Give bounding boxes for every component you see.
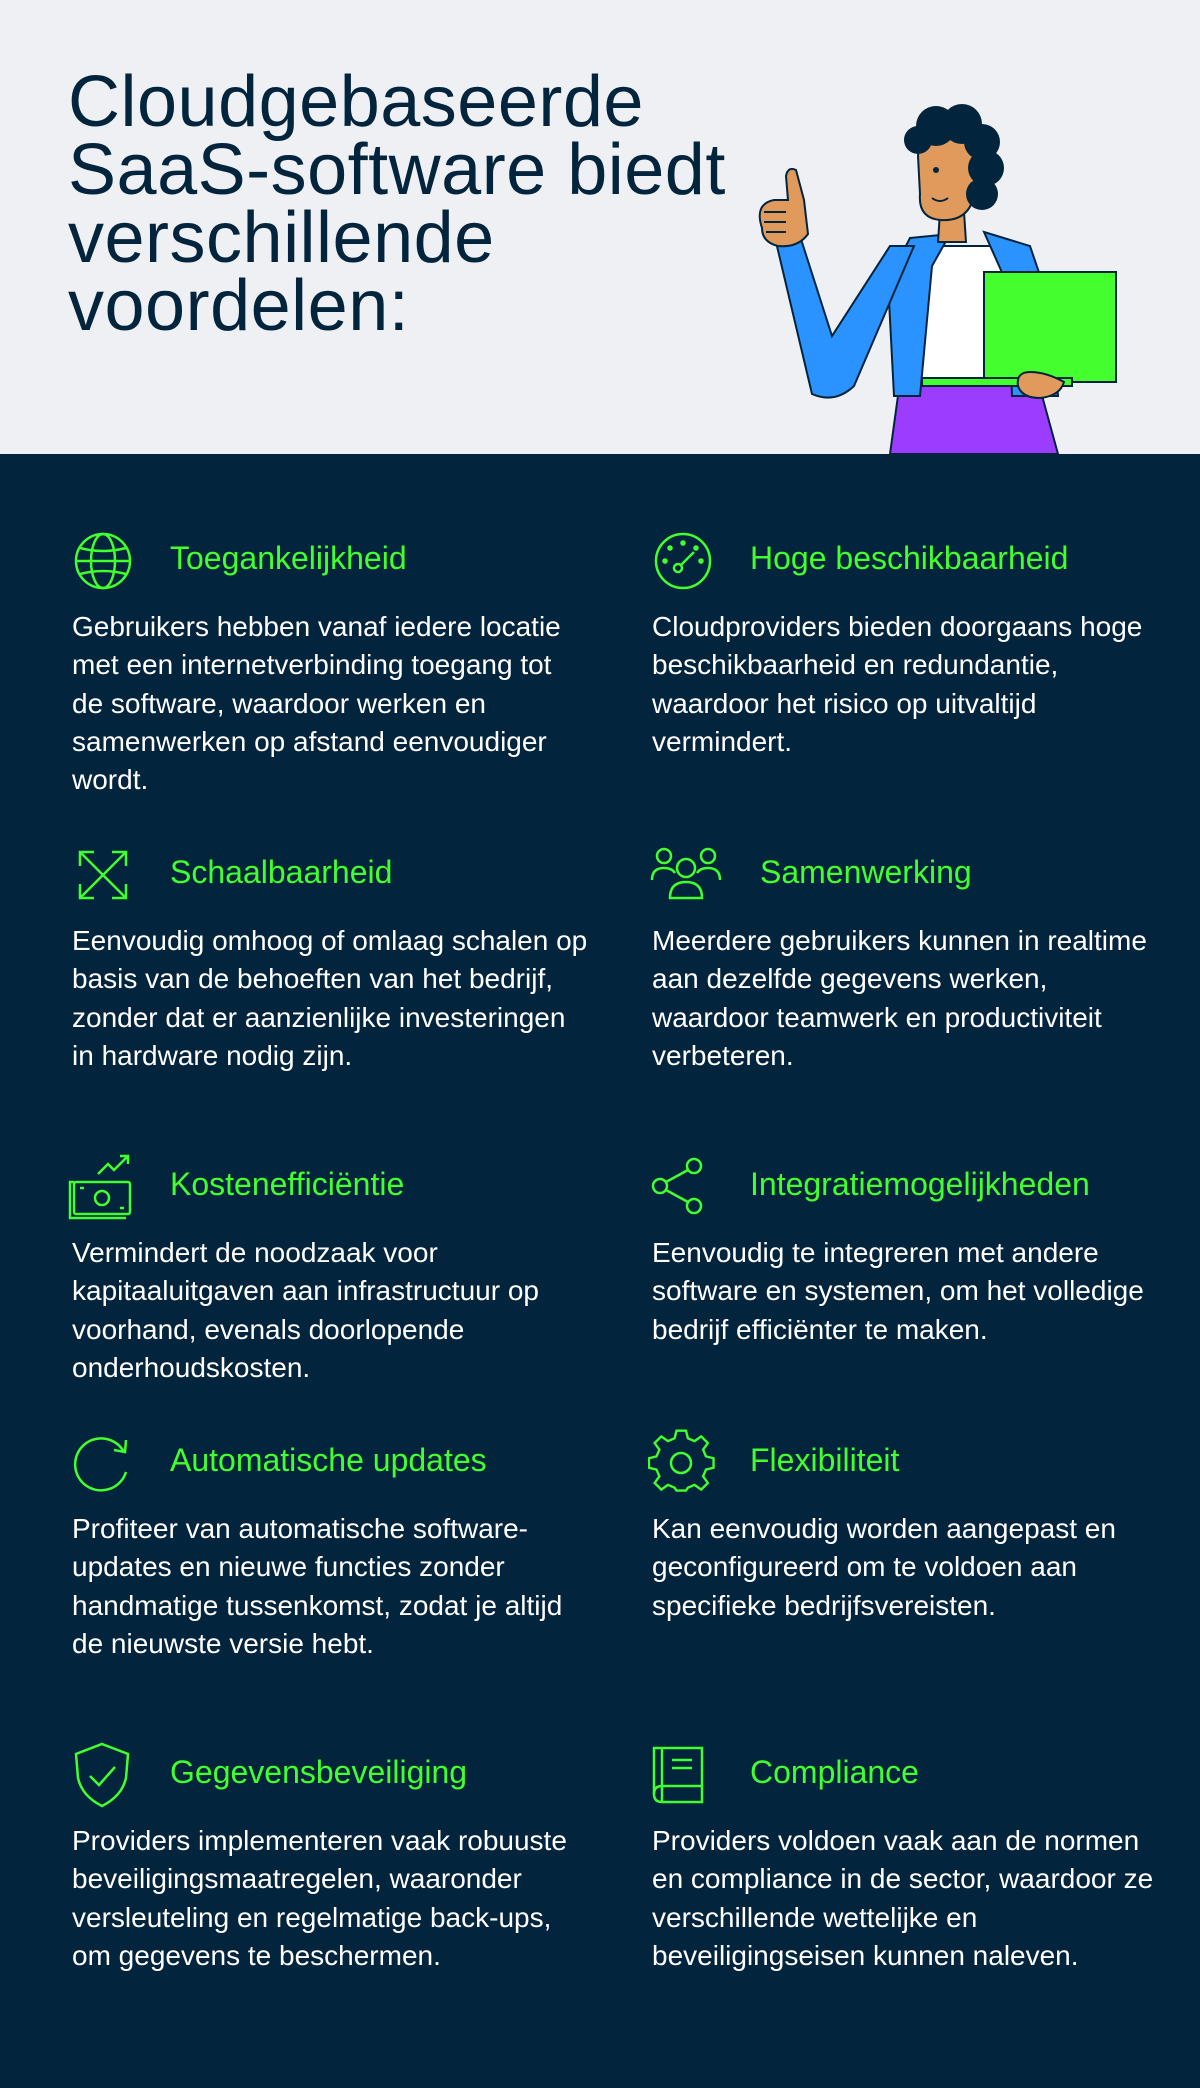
feature-description: Profiteer van automatische software-updates en nieuwe functies zonder handmatige tussenkomst, zodat je altijd de nieuwste versie hebt. <box>72 1513 563 1659</box>
feature-compliance <box>648 1740 1168 1975</box>
feature-title: Flexibiliteit <box>750 1442 900 1478</box>
feature-description: Vermindert de noodzaak voor kapitaaluitgaven aan infrastructuur op voorhand, evenals doorlopende onderhoudskosten. <box>72 1237 539 1383</box>
feature-title: Kostenefficiëntie <box>170 1166 405 1202</box>
globe-icon <box>68 526 138 596</box>
refresh-icon <box>68 1428 138 1498</box>
feature-description: Providers voldoen vaak aan de normen en compliance in de sector, waardoor ze verschillende wettelijke en beveiligingseisen kunnen naleven. <box>652 1825 1154 1971</box>
gauge-icon <box>648 526 718 596</box>
person-with-laptop-illustration <box>740 96 1130 454</box>
feature-title: Automatische updates <box>170 1442 487 1478</box>
feature-high-availability <box>648 526 1168 761</box>
feature-description: Eenvoudig te integreren met andere software en systemen, om het volledige bedrijf efficiënter te maken. <box>652 1237 1144 1345</box>
page-title: Cloudgebaseerde SaaS-software biedt verschillende voordelen: <box>68 62 726 346</box>
feature-title: Compliance <box>750 1754 919 1790</box>
feature-title: Toegankelijkheid <box>170 540 407 576</box>
feature-description: Cloudproviders bieden doorgaans hoge beschikbaarheid en redundantie, waardoor het risico op uitvaltijd vermindert. <box>652 611 1143 757</box>
feature-description: Kan eenvoudig worden aangepast en geconfigureerd om te voldoen aan specifieke bedrijfsvereisten. <box>652 1513 1116 1621</box>
feature-description: Meerdere gebruikers kunnen in realtime aan dezelfde gegevens werken, waardoor teamwerk en productiviteit verbeteren. <box>652 925 1147 1071</box>
gear-icon <box>648 1428 718 1498</box>
expand-arrows-icon <box>68 840 138 910</box>
feature-integration <box>648 1152 1168 1349</box>
users-group-icon <box>648 840 718 910</box>
feature-title: Samenwerking <box>760 854 972 890</box>
feature-title: Schaalbaarheid <box>170 854 393 890</box>
feature-title: Integratiemogelijkheden <box>750 1166 1090 1202</box>
feature-flexibility <box>648 1428 1168 1625</box>
feature-accessibility <box>68 526 588 799</box>
money-growth-icon <box>68 1152 138 1222</box>
feature-data-security <box>68 1740 588 1975</box>
feature-description: Eenvoudig omhoog of omlaag schalen op basis van de behoeften van het bedrijf, zonder dat er aanzienlijke investeringen in hardware nodig zijn. <box>72 925 588 1071</box>
shield-check-icon <box>68 1740 138 1810</box>
book-icon <box>648 1740 718 1810</box>
feature-scalability <box>68 840 588 1075</box>
hero-section <box>0 0 1200 454</box>
feature-automatic-updates <box>68 1428 588 1663</box>
features-section <box>0 454 1200 2088</box>
feature-title: Gegevensbeveiliging <box>170 1754 468 1790</box>
feature-description: Providers implementeren vaak robuuste beveiligingsmaatregelen, waaronder versleuteling en regelmatige back-ups, om gegevens te beschermen. <box>72 1825 567 1971</box>
feature-title: Hoge beschikbaarheid <box>750 540 1069 576</box>
share-nodes-icon <box>648 1152 718 1222</box>
feature-cost-efficiency <box>68 1152 588 1387</box>
feature-collaboration <box>648 840 1168 1075</box>
feature-description: Gebruikers hebben vanaf iedere locatie met een internetverbinding toegang tot de software, waardoor werken en samenwerken op afstand eenvoudiger wordt. <box>72 611 561 796</box>
